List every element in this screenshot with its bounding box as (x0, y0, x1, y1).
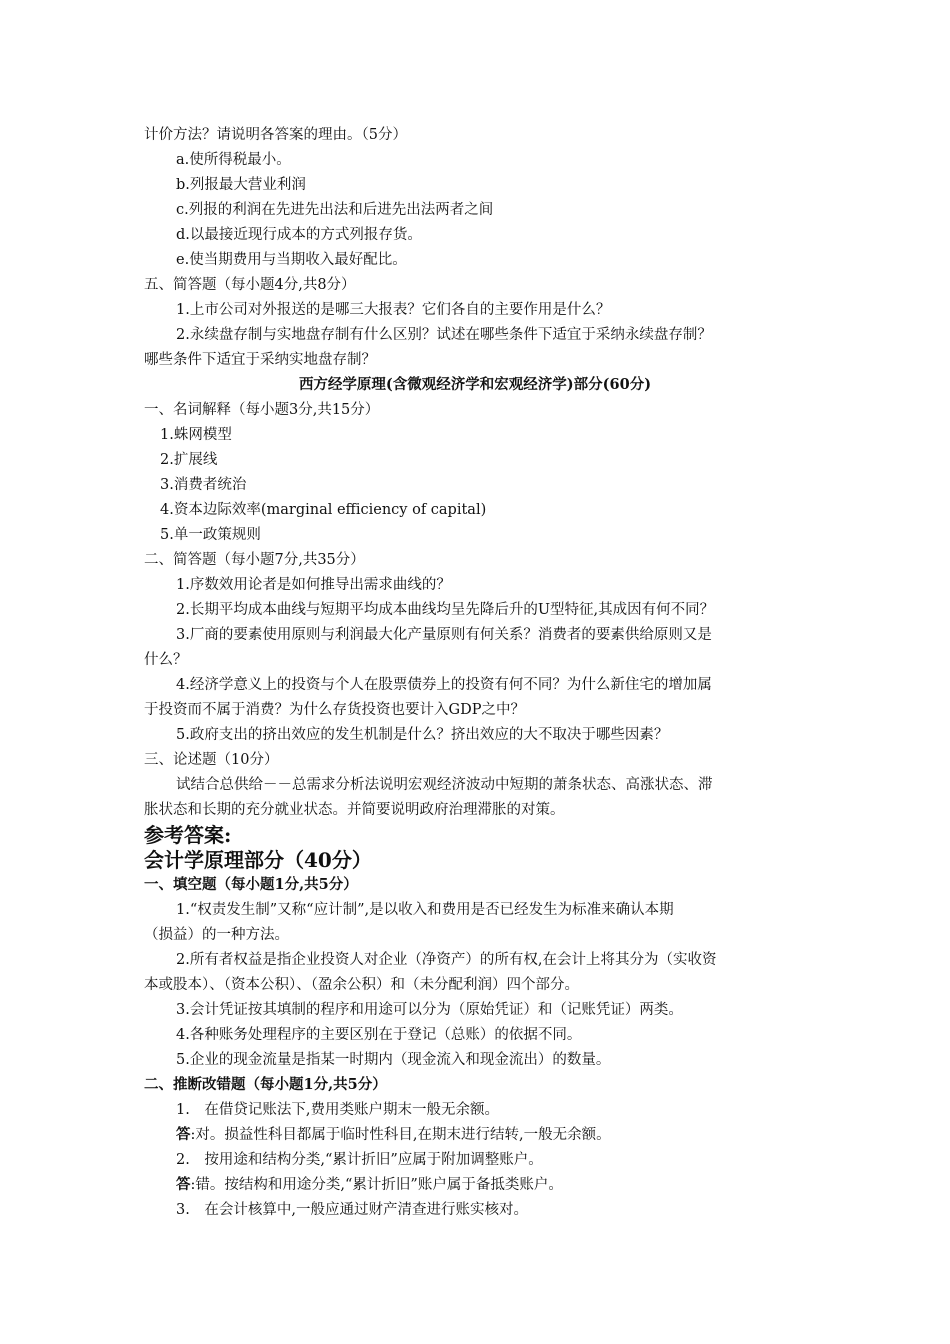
text-line (176, 175, 306, 195)
line-text: 一、名词解释（每小题3分,共15分） (144, 402, 380, 418)
text-line (176, 1200, 528, 1220)
line-text: 西方经学原理(含微观经济学和宏观经济学)部分(60分) (298, 376, 652, 393)
text-line (160, 425, 232, 445)
text-line (160, 475, 246, 495)
line-text: 5.企业的现金流量是指某一时期内（现金流入和现金流出）的数量。 (176, 1052, 611, 1068)
text-line (0, 375, 950, 395)
line-text: 1.“权责发生制”又称“应计制”,是以收入和费用是否已经发生为标准来确认本期 (176, 902, 674, 918)
text-line (144, 750, 278, 770)
text-line (176, 1050, 610, 1070)
text-line (144, 800, 565, 820)
line-text: 二、简答题（每小题7分,共35分） (144, 552, 365, 568)
line-text: 试结合总供给－－总需求分析法说明宏观经济波动中短期的萧条状态、高涨状态、滞 (176, 777, 713, 793)
line-text: 5.政府支出的挤出效应的发生机制是什么？挤出效应的大不取决于哪些因素？ (176, 727, 669, 743)
text-line (176, 200, 493, 220)
text-line (176, 1125, 611, 1145)
answer-label: 答 (176, 1126, 191, 1143)
line-text: d.以最接近现行成本的方式列报存货。 (176, 227, 422, 243)
line-text: 3. 在会计核算中,一般应通过财产清查进行账实核对。 (176, 1202, 528, 1218)
text-line (176, 300, 610, 320)
text-line (176, 1000, 683, 1020)
line-text: e.使当期费用与当期收入最好配比。 (176, 252, 407, 268)
text-line (160, 525, 261, 545)
text-line (160, 500, 486, 520)
line-text: :错。按结构和用途分类,“累计折旧”账户属于备抵类账户。 (190, 1177, 563, 1193)
line-text: 本或股本）、（资本公积）、（盈余公积）和（未分配利润）四个部分。 (144, 977, 579, 993)
line-text: 三、论述题（10分） (144, 752, 279, 768)
line-text: 什么？ (144, 652, 188, 668)
line-text: c.列报的利润在先进先出法和后进先出法两者之间 (176, 202, 494, 218)
text-line (176, 325, 712, 345)
line-text: 1. 在借贷记账法下,费用类账户期末一般无余额。 (176, 1102, 499, 1118)
line-text: 4.经济学意义上的投资与个人在股票债券上的投资有何不同？为什么新住宅的增加属 (176, 677, 712, 693)
line-text: （损益）的一种方法。 (144, 927, 289, 943)
text-line (176, 1175, 563, 1195)
line-text: 会计学原理部分（40分） (144, 848, 372, 872)
text-line (144, 550, 365, 570)
text-line (176, 1100, 499, 1120)
line-text: 2.所有者权益是指企业投资人对企业（净资产）的所有权,在会计上将其分为（实收资 (176, 952, 717, 968)
answer-label: 答 (176, 1176, 191, 1193)
text-line (176, 900, 674, 920)
line-text: 2.永续盘存制与实地盘存制有什么区别？试述在哪些条件下适宜于采纳永续盘存制？ (176, 327, 712, 343)
text-line (176, 600, 714, 620)
line-text: 1.上市公司对外报送的是哪三大报表？它们各自的主要作用是什么？ (176, 302, 611, 318)
line-text: 于投资而不属于消费？为什么存货投资也要计入GDP之中？ (144, 702, 525, 718)
line-text: 3.会计凭证按其填制的程序和用途可以分为（原始凭证）和（记账凭证）两类。 (176, 1002, 683, 1018)
text-line (144, 975, 579, 995)
text-line (176, 775, 713, 795)
text-line (144, 650, 188, 670)
text-line (176, 675, 712, 695)
line-text: 2.长期平均成本曲线与短期平均成本曲线均呈先降后升的U型特征,其成因有何不同？ (176, 602, 715, 618)
text-line (160, 450, 217, 470)
line-text: 1.蛛网模型 (160, 427, 232, 443)
text-line (144, 822, 231, 848)
text-line (144, 847, 372, 873)
text-line (176, 1150, 543, 1170)
text-line (144, 700, 525, 720)
line-text: 一、填空题（每小题1分,共5分） (144, 876, 358, 893)
line-text: 胀状态和长期的充分就业状态。并简要说明政府治理滞胀的对策。 (144, 802, 565, 818)
text-line (176, 725, 668, 745)
text-line (176, 625, 712, 645)
text-line (176, 150, 291, 170)
line-text: 3.厂商的要素使用原则与利润最大化产量原则有何关系？消费者的要素供给原则又是 (176, 627, 712, 643)
line-text: 2. 按用途和结构分类,“累计折旧”应属于附加调整账户。 (176, 1152, 543, 1168)
line-text: 2.扩展线 (160, 452, 218, 468)
line-text: a.使所得税最小。 (176, 152, 291, 168)
text-line (176, 250, 407, 270)
text-line (144, 275, 356, 295)
line-text: 哪些条件下适宜于采纳实地盘存制？ (144, 352, 376, 368)
line-text: 参考答案: (144, 823, 232, 847)
text-line (144, 925, 289, 945)
text-line (176, 575, 451, 595)
line-text: :对。损益性科目都属于临时性科目,在期末进行结转,一般无余额。 (190, 1127, 611, 1143)
line-text: 4.资本边际效率(marginal efficiency of capital) (160, 502, 487, 518)
line-text: 3.消费者统治 (160, 477, 247, 493)
text-line (144, 350, 376, 370)
line-text: 计价方法？请说明各答案的理由。（5分） (144, 127, 407, 143)
text-line (176, 950, 716, 970)
text-line (176, 1025, 581, 1045)
text-line (144, 400, 379, 420)
line-text: b.列报最大营业利润 (176, 177, 306, 193)
line-text: 4.各种账务处理程序的主要区别在于登记（总账）的依据不同。 (176, 1027, 582, 1043)
text-line (176, 225, 422, 245)
line-text: 1.序数效用论者是如何推导出需求曲线的？ (176, 577, 451, 593)
line-text: 二、推断改错题（每小题1分,共5分） (144, 1076, 387, 1093)
text-line (144, 125, 407, 145)
line-text: 5.单一政策规则 (160, 527, 261, 543)
text-line (144, 1075, 387, 1095)
text-line (144, 875, 358, 895)
line-text: 五、简答题（每小题4分,共8分） (144, 277, 356, 293)
